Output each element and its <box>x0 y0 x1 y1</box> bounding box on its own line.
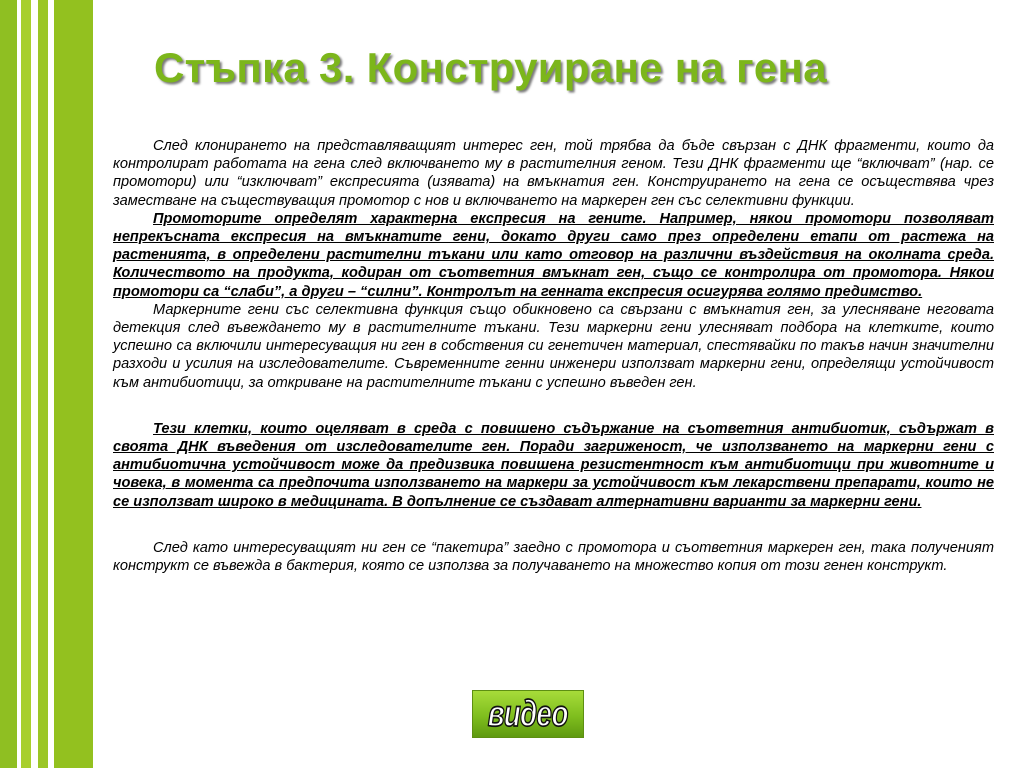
spacer <box>113 392 994 420</box>
stripe <box>54 0 93 768</box>
paragraph-packaging: След като интересуващият ни ген се “пакетира” заедно с промотора и съответния маркерен ген, така полученият конструкт се въвежда в бактерия, която се използва за получаването на множество копия от този генен конструкт. <box>113 539 994 575</box>
stripe <box>0 0 17 768</box>
spacer <box>113 511 994 539</box>
slide-title: Стъпка 3. Конструиране на гена <box>154 44 827 91</box>
paragraph-marker-genes: Маркерните гени със селективна функция също обикновено са свързани с вмъкнатия ген, за улесняване неговата детекция след въвеждането му в растителните тъкани. Тези маркерни гени улесняват подбора на клетките, които успешно са включили интересуващия ни ген в собствения си генетичен материал, спестявайки по такъв начин значителни разходи и усилия на изследователите. Съвременните генни инженери използват маркерни гени, определящи устойчивост към антибиотици, за откриване на растителните тъкани с успешно въведен ген. <box>113 301 994 391</box>
paragraph-promoters: Промоторите определят характерна експресия на гените. Например, някои промотори позволяват непрекъсната експресия на вмъкнатите гени, докато други само през определени етапи от растежа на растенията, в определени растителни тъкани или като отговор на различни въздействия на околната среда. Количеството на продукта, кодиран от съответния вмъкнат ген, също се контролира от промотора. Някои промотори са “слаби”, а други – “силни”. Контролът на генната експресия осигурява голямо предимство. <box>113 210 994 300</box>
video-button[interactable] <box>472 690 584 738</box>
stripe-gap <box>31 0 38 768</box>
slide-body <box>113 137 994 575</box>
stripe <box>21 0 31 768</box>
paragraph-intro: След клонирането на представляващият интерес ген, той трябва да бъде свързан с ДНК фрагменти, които да контролират работата на гена след включването му в растителния геном. Тези ДНК фрагменти ще “включват” (нар. се промотори) или “изключват” експресията (изявата) на вмъкнатия ген. Конструирането на гена се осъществява чрез заместване на съществуващия промотор с нов и включването на маркерен ген със селективни функции. <box>113 138 994 209</box>
stripe <box>38 0 48 768</box>
paragraph-antibiotic-cells: Тези клетки, които оцеляват в среда с повишено съдържание на съответния антибиотик, съдържат в своята ДНК въведения от изследователите ген. Поради загриженост, че използването на маркерни гени с антибиотична устойчивост може да предизвика повишена резистентност към антибиотици при животните и човека, в момента са предпочита използването на маркери за устойчивост към лекарствени препарати, които не се използват широко в медицината. В допълнение се създават алтернативни варианти за маркерни гени. <box>113 420 994 510</box>
video-button-label: видео <box>488 693 568 735</box>
